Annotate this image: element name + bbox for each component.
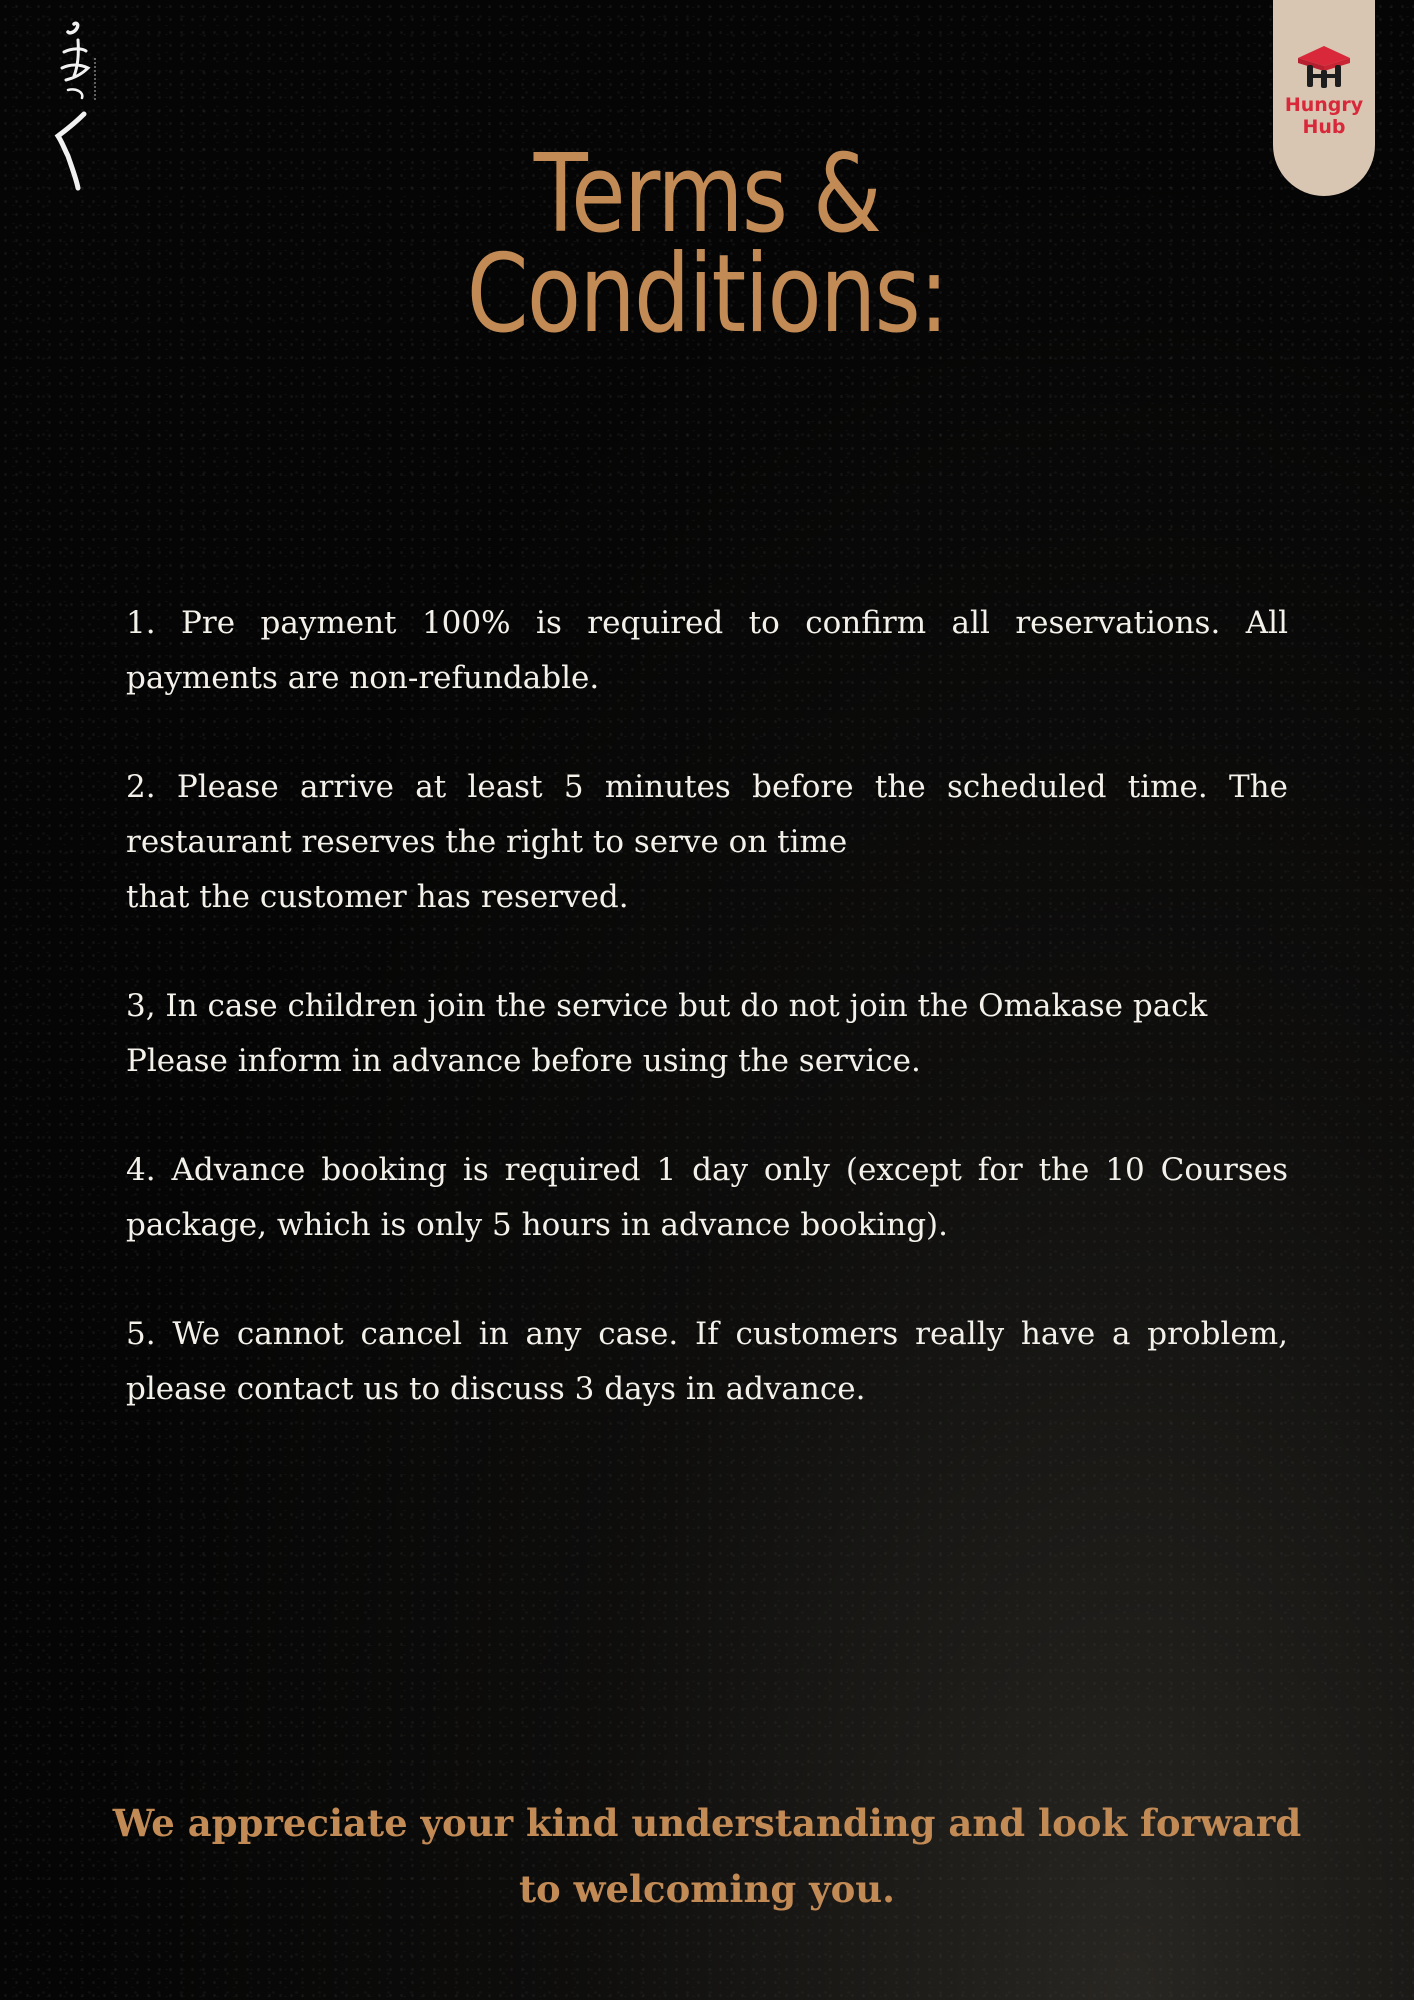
page-title [0,132,1414,357]
table-icon [1296,44,1352,90]
closing-message-line1: We appreciate your kind understanding and look forward [112,1801,1302,1845]
term-item-3 [126,979,1288,1089]
term-item-4: 4. Advance booking is required 1 day only (except for the 10 Courses package, which is only 5 hours in advance booking). [126,1152,1288,1243]
page-title-line1: Terms & [533,132,881,257]
term-item-2-line2: that the customer has reserved. [126,879,629,915]
terms-list [126,596,1288,1471]
term-item-1: 1. Pre payment 100% is required to confirm all reservations. All payments are non-refundable. [126,605,1288,696]
badge-label-line1: Hungry [1284,94,1364,116]
term-item-3-line1: 3, In case children join the service but do not join the Omakase pack [126,988,1208,1024]
badge-label [1274,94,1374,138]
closing-message [0,1790,1414,1922]
term-item-3-line2: Please inform in advance before using the service. [126,1043,921,1079]
term-item-5: 5. We cannot cancel in any case. If customers really have a problem, please contact us to discuss 3 days in advance. [126,1316,1288,1407]
closing-message-line2: to welcoming you. [518,1867,896,1911]
badge-label-line2: Hub [1302,116,1346,138]
term-item-2 [126,760,1288,925]
term-item-2-line1: 2. Please arrive at least 5 minutes before the scheduled time. The restaurant reserves the right to serve on time [126,769,1288,860]
page-title-line2: Conditions: [466,232,948,357]
